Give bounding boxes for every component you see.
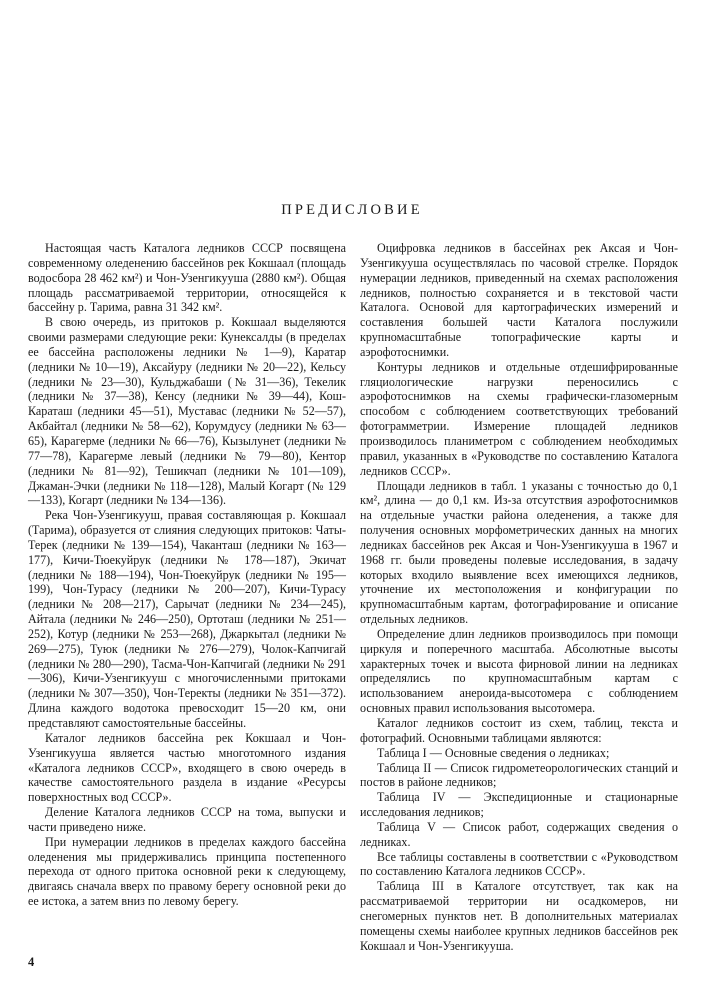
table-list-item: Таблица IV — Экспедиционные и стационарные исследования ледников; bbox=[360, 790, 678, 820]
paragraph-catalog-series: Каталог ледников бассейна рек Кокшаал и Чон-Узенгикууша является частью многотомного издания «Каталога ледников СССР», входящего в свою очередь в качестве самостоятельного раздела в издание «Ресурсы поверхностных вод СССР». bbox=[28, 730, 346, 805]
table-list-item: Таблица II — Список гидрометеорологических станций и постов в районе ледников; bbox=[360, 760, 678, 790]
paragraph-contours: Контуры ледников и отдельные отдешифрированные гляциологические нагрузки переносились с аэрофотоснимков на схемы графически-глазомерным способом с соблюдением соответствующих требований фотограмметрии. Измерение площадей ледников производилось планиметром с соблюдением необходимых правил, указанных в «Руководстве по составлению Каталога ледников СССР». bbox=[360, 359, 678, 478]
paragraph-catalog-division: Деление Каталога ледников СССР на тома, выпуски и части приведено ниже. bbox=[28, 805, 346, 834]
paragraph-table-iii-absent: Таблица III в Каталоге отсутствует, так как на рассматриваемой территории ни осадкомеров, ни снегомерных пунктов нет. В дополнительных материалах помещены схемы наиболее крупных ледников бассейнов рек Кокшаал и Чон-Узенгикууша. bbox=[360, 879, 678, 953]
paragraph-chon-uzengikuush-tributaries: Река Чон-Узенгикууш, правая составляющая р. Кокшаал (Тарима), образуется от слияния следующих притоков: Чаты-Терек (ледники № 139—154), Чаканташ (ледники № 163—177), Кичи-Тюекуйрук (ледники № 178—187), Экичат (ледники № 188—194), Чон-Тюекуйрук (ледники № 195—199), Чон-Турасу (ледники № 200—207), Кичи-Турасу (ледники № 208—217), Сарычат (ледники № 234—245), Айтала (ледники № 246—250), Ортоташ (ледники № 251—252), Котур (ледники № 253—268), Джаркытал (ледники № 269—275), Туюк (ледники № 276—279), Чолок-Капчигай (ледники № 280—290), Тасма-Чон-Капчигай (ледники № 291—306), Кичи-Узенгикууш с многочисленными притоками (ледники № 307—350), Чон-Теректы (ледники № 351—372). Длина каждого водотока превосходит 15—20 км, они представляют самостоятельные бассейны. bbox=[28, 508, 346, 730]
paragraph-basins-overview: Настоящая часть Каталога ледников СССР посвящена современному оледенению бассейнов рек Кокшаал (площадь водосбора 28 462 км²) и Чон-Узенгикууша (2880 км²). Общая площадь рассматриваемой территории, относящейся к бассейну р. Тарима, равна 31 342 км². bbox=[28, 241, 346, 315]
table-list-item: Таблица V — Список работ, содержащих сведения о ледниках. bbox=[360, 819, 678, 849]
paragraph-catalog-structure: Каталог ледников состоит из схем, таблиц, текста и фотографий. Основными таблицами являются: bbox=[360, 716, 678, 745]
paragraph-numbering-principle: При нумерации ледников в пределах каждого бассейна оледенения мы придерживались принципа постепенного перехода от одного притока основной реки к следующему, двигаясь сначала вверх по правому берегу основной реки до ее истока, а затем вниз по левому берегу. bbox=[28, 834, 346, 909]
left-column bbox=[28, 241, 346, 909]
page-number: 4 bbox=[28, 955, 35, 969]
page-title: ПРЕДИСЛОВИЕ bbox=[281, 202, 423, 218]
paragraph-area-accuracy: Площади ледников в табл. 1 указаны с точностью до 0,1 км², длина — до 0,1 км. Из-за отсутствия аэрофотоснимков на отдельные участки района оледенения, а также для получения основных морфометрических данных на многих ледниках бассейнов рек Аксая и Чон-Узенгикууша в 1967 и 1968 гг. были проведены полевые исследования, в задачу которых входило выявление всех имеющихся ледников, уточнение их местоположения и конфигурации по крупномасштабным картам, фотографирование и описание отдельных ледников. bbox=[360, 478, 678, 627]
table-list-item: Таблица I — Основные сведения о ледниках; bbox=[377, 745, 610, 760]
paragraph-digitization: Оцифровка ледников в бассейнах рек Аксая и Чон-Узенгикууша осуществлялась по часовой стрелке. Порядок нумерации ледников, приведенный на схемах расположения ледников, полностью сохраняется и в текстовой части Каталога. Основой для картографических измерений и составления большей части Каталога послужили крупномасштабные топографические карты и аэрофотоснимки. bbox=[360, 241, 678, 359]
paragraph-length-measurement: Определение длин ледников производилось при помощи циркуля и поперечного масштаба. Абсолютные высоты характерных точек и высота фирновой линии на ледниках определялись по крупномасштабным картам с использованием анероида-высотомера с соблюдением основных правил использования высотомера. bbox=[360, 626, 678, 716]
paragraph-tables-compliance: Все таблицы составлены в соответствии с «Руководством по составлению Каталога ледников СССР». bbox=[360, 849, 678, 879]
right-column bbox=[360, 241, 678, 954]
paragraph-kokshaal-tributaries: В свою очередь, из притоков р. Кокшаал выделяются своими размерами следующие реки: Кунексалды (в пределах ее бассейна расположены ледники № 1—9), Каратар (ледники № 10—19), Аксайуру (ледники № 20—22), Кельсу (ледники № 23—30), Кульджабаши (№ 31—36), Текелик (ледники № 37—38), Кенсу (ледники № 39—44), Кош-Караташ (ледники 45—51), Муставас (ледники № 52—57), Акбайтал (ледники № 58—62), Корумдусу (ледники № 63—65), Карагерме (ледники № 66—76), Кызылунет (ледники № 77—78), Карагерме левый (ледники № 79—80), Кентор (ледники № 81—92), Тешикчап (ледники № 101—109), Джаман-Эчки (ледники № 118—128), Малый Когарт (№ 129—133), Когарт (ледники № 134—136). bbox=[28, 315, 346, 508]
